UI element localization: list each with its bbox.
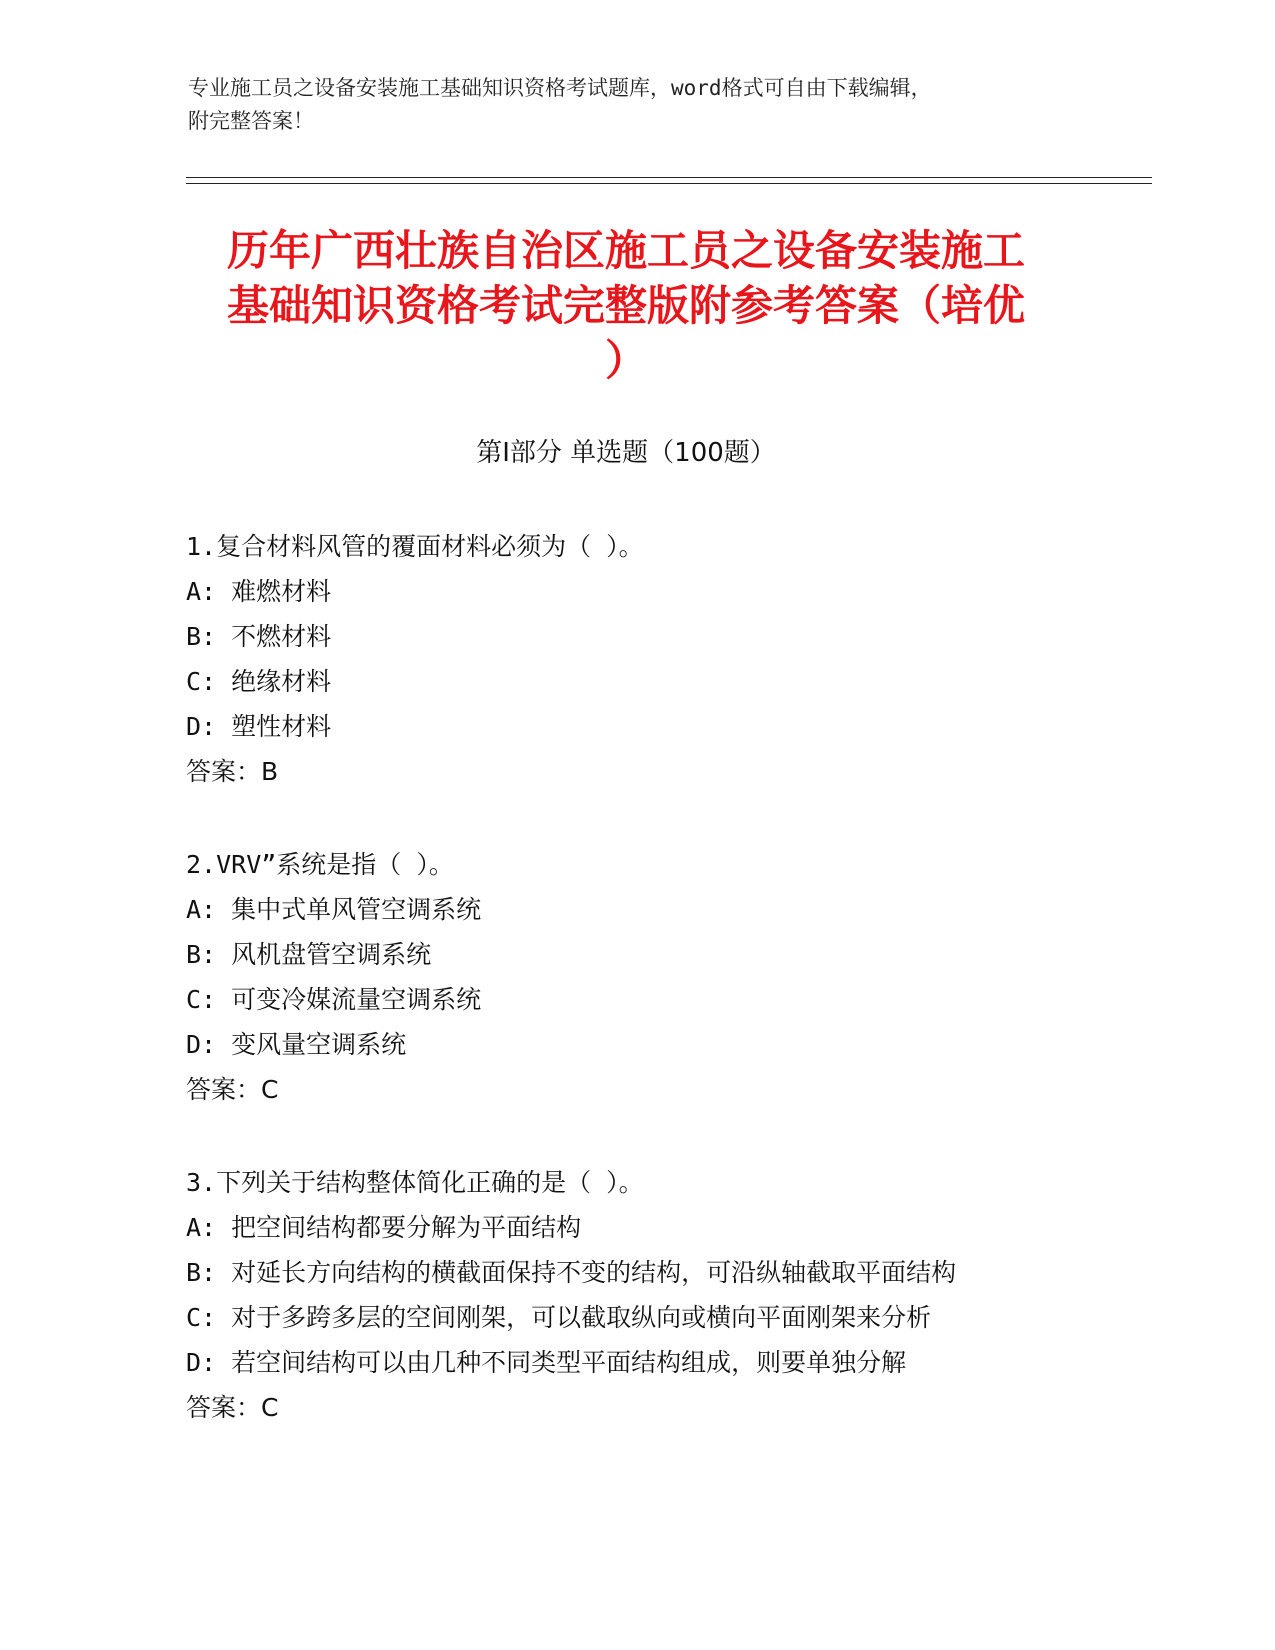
option-b: B: 对延长方向结构的横截面保持不变的结构，可沿纵轴截取平面结构 [186,1258,957,1287]
option-c: C: 绝缘材料 [186,667,332,696]
option-b: B: 风机盘管空调系统 [186,940,432,969]
section-heading: 第Ⅰ部分 单选题（100题） [476,438,776,468]
header-divider-bottom [186,183,1152,184]
answer: 答案：B [186,757,279,786]
option-b: B: 不燃材料 [186,622,332,651]
option-a: A: 把空间结构都要分解为平面结构 [186,1213,582,1242]
question-3 [186,1160,1146,1430]
document-title [186,223,1066,388]
option-c: C: 可变冷媒流量空调系统 [186,985,482,1014]
question-1 [186,524,1146,794]
answer: 答案：C [186,1075,279,1104]
document-title-line-2: 基础知识资格考试完整版附参考答案（培优 [226,281,1025,330]
option-a: A: 集中式单风管空调系统 [186,895,482,924]
header-note-line-1: 专业施工员之设备安装施工基础知识资格考试题库，word格式可自由下载编辑， [188,76,932,100]
document-title-line-3: ） [604,336,647,385]
header-note [188,72,1088,138]
question-2 [186,842,1146,1112]
option-a: A: 难燃材料 [186,577,332,606]
question-stem: 3.下列关于结构整体简化正确的是（ ）。 [186,1168,644,1197]
option-d: D: 变风量空调系统 [186,1030,407,1059]
option-d: D: 塑性材料 [186,712,332,741]
document-title-line-1: 历年广西壮族自治区施工员之设备安装施工 [226,226,1025,275]
header-divider-top [186,177,1152,178]
question-stem: 1.复合材料风管的覆面材料必须为（ ）。 [186,532,644,561]
question-stem: 2.VRV”系统是指（ ）。 [186,850,454,879]
answer: 答案：C [186,1393,279,1422]
option-d: D: 若空间结构可以由几种不同类型平面结构组成，则要单独分解 [186,1348,907,1377]
option-c: C: 对于多跨多层的空间刚架，可以截取纵向或横向平面刚架来分析 [186,1303,932,1332]
header-note-line-2: 附完整答案！ [188,109,314,133]
